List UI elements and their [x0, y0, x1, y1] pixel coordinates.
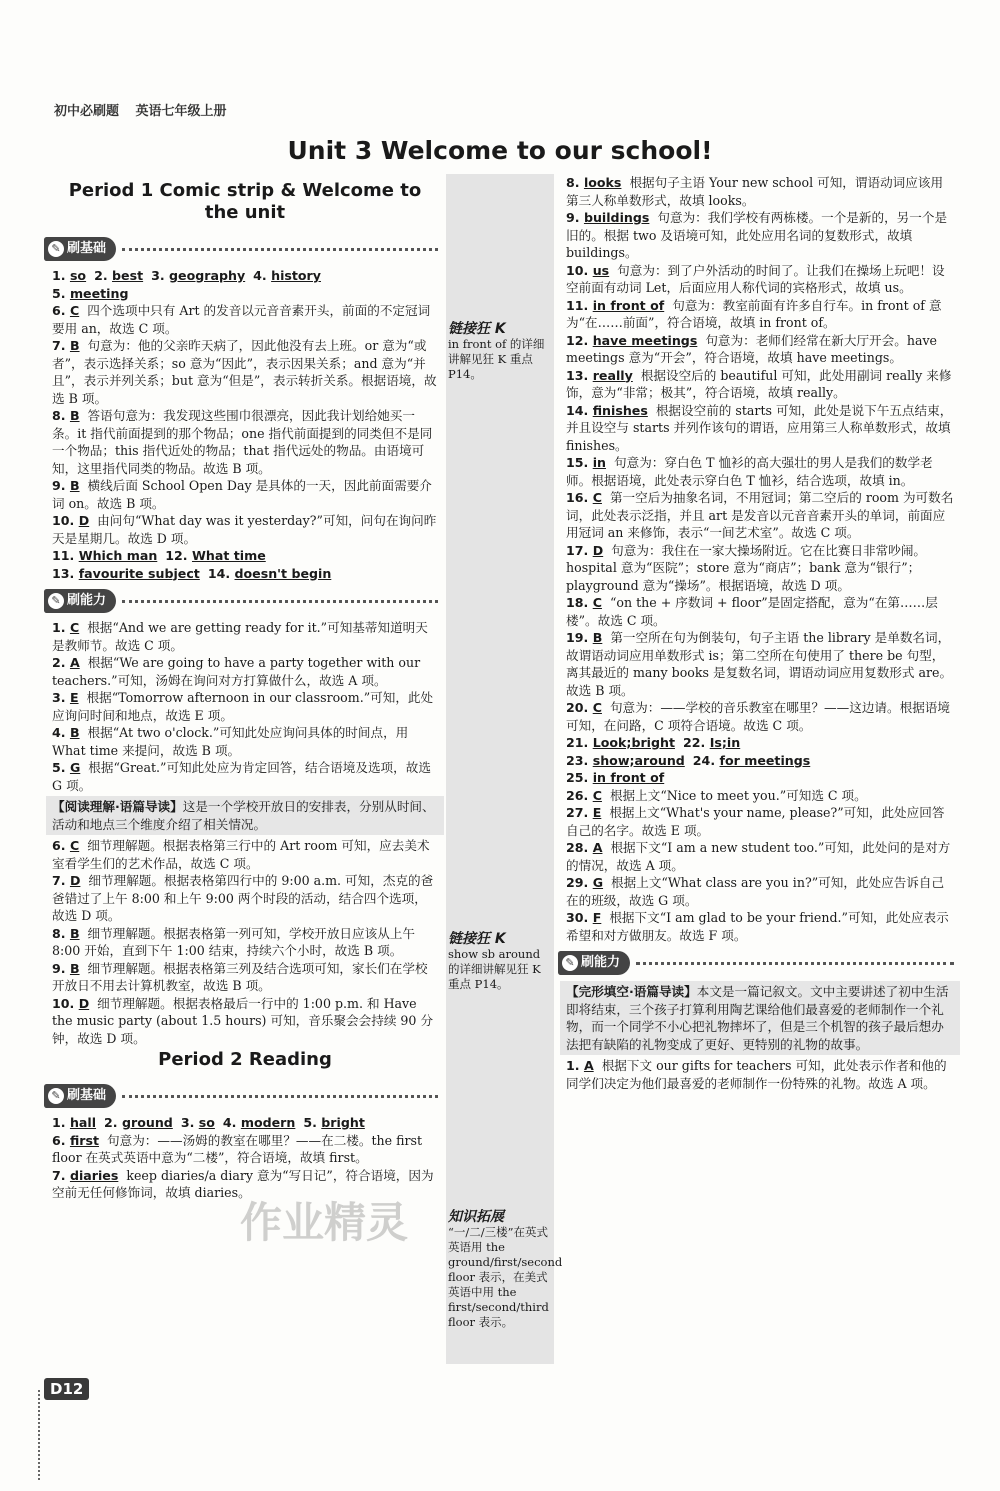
answer: looks — [583, 175, 622, 190]
explanation-text: 第一空所在句为倒装句，句子主语 the library 是单数名词，故谓语动词应用单数形式 is；第二空所在句使用了 there be 句型，离其最近的 many books 是复数名词，谓语动词应用复数形式 are。故选 B 项。 — [566, 630, 953, 698]
question-number: 2. — [104, 1115, 122, 1130]
question-number: 16. — [566, 490, 593, 505]
explanation-text: 句意为：他的父亲昨天病了，因此他没有去上班。or 意为“或者”，表示选择关系；so 意为“因此”，表示因果关系；and 意为“并且”，表示并列关系；but 意为“但是”，表示转折关系。根据语境，故选 B 项。 — [52, 338, 437, 406]
explanation-text: 根据“Great.”可知此处应为肯定回答，结合语境及选项，故选 G 项。 — [52, 760, 431, 793]
dotted-divider — [636, 962, 954, 965]
answer-row — [52, 547, 438, 565]
question-number: 8. — [566, 175, 584, 190]
explanation-item — [566, 839, 954, 874]
question-number: 10. — [566, 262, 593, 278]
answer: C — [592, 490, 602, 505]
question-number: 13. — [566, 367, 593, 383]
answer: What time — [191, 548, 266, 563]
question-number: 3. — [180, 1115, 199, 1130]
question-number: 1. — [52, 1115, 70, 1130]
explanation-text: 根据下文“I am a new student too.”可知，此处问的是对方的情况，故选 A 项。 — [566, 840, 951, 873]
explanation-item — [52, 1132, 438, 1167]
explanation-item — [52, 925, 438, 960]
answer: in front of — [592, 297, 665, 313]
answer: B — [69, 725, 80, 740]
answer-row — [52, 267, 438, 285]
answer: history — [271, 268, 321, 283]
pen-icon: ✎ — [48, 241, 64, 257]
answer: B — [69, 408, 80, 423]
question-number: 4. — [222, 1115, 241, 1130]
dotted-divider — [122, 248, 438, 251]
answer: C — [592, 595, 602, 610]
question-number: 9. — [52, 478, 70, 493]
explanation-text: 句意为：——学校的音乐教室在哪里？——这边请。根据语境可知，在问路，C 项符合语境。故选 C 项。 — [566, 700, 950, 733]
answer: in — [592, 455, 606, 470]
explanation-text: 横线后面 School Open Day 是具体的一天，因此前面需要介词 on。故选 B 项。 — [52, 478, 432, 511]
explanation-text: 根据上文“Nice to meet you.”可知选 C 项。 — [609, 787, 867, 803]
explanation-text: 句意为：穿白色 T 恤衫的高大强壮的男人是我们的数学老师。根据语境，此处表示穿白色 T 恤衫，结合选项，故填 in。 — [566, 455, 933, 488]
question-number: 1. — [566, 1058, 584, 1073]
explanation-item — [52, 995, 438, 1048]
explanation-item — [566, 787, 954, 805]
question-number: 11. — [566, 297, 593, 313]
explanation-item — [566, 1057, 954, 1092]
side-note-title: 知识拓展 — [448, 1209, 504, 1225]
page-header — [54, 100, 239, 119]
explanation-item — [566, 594, 954, 629]
side-note-text: in front of 的详细讲解见狂 K 重点 P14。 — [448, 337, 545, 381]
page-number: D12 — [44, 1378, 89, 1400]
question-number: 3. — [151, 268, 170, 283]
answer: C — [69, 838, 80, 853]
answer: doesn't begin — [234, 565, 332, 581]
period-title: Period 2 Reading — [158, 1049, 332, 1070]
answer: B — [69, 338, 80, 353]
answer: C — [592, 700, 602, 715]
question-number: 24. — [692, 752, 720, 768]
question-number: 7. — [52, 873, 70, 888]
explanation-text: 细节理解题。根据表格第四行中的 9:00 a.m. 可知，杰克的爸爸错过了上午 8:00 和上午 9:00 两个时段的活动，结合四个选项，故选 D 项。 — [52, 873, 434, 923]
section-header — [558, 948, 954, 978]
section-badge — [44, 237, 116, 261]
answer: favourite subject — [78, 565, 200, 581]
answer: for meetings — [719, 752, 811, 768]
guide-text: 这是一个学校开放日的安排表，分别从时间、活动和地点三个维度介绍了相关情况。 — [52, 799, 435, 832]
answer-row — [566, 769, 954, 787]
explanation-item — [52, 872, 438, 925]
answer: hall — [69, 1115, 97, 1130]
guide-tag: 【阅读理解·语篇导读】 — [52, 799, 183, 814]
question-number: 14. — [207, 565, 235, 581]
book-title: 初中必刷题 — [54, 104, 120, 119]
question-number: 2. — [94, 268, 113, 283]
side-note-link-show-around — [448, 932, 552, 992]
explanation-text: 根据“Tomorrow afternoon in our classroom.”可知，此处应询问时间和地点，故选 E 项。 — [52, 690, 434, 723]
dotted-divider — [122, 1095, 438, 1098]
question-number: 8. — [52, 925, 70, 941]
question-number: 9. — [566, 210, 584, 225]
explanation-text: 句意为：——汤姆的教室在哪里？——在二楼。the first floor 在英式英语中意为“二楼”，符合语境，故填 first。 — [52, 1132, 423, 1165]
pen-icon: ✎ — [48, 1088, 64, 1104]
answer: finishes — [592, 402, 648, 418]
answer: in front of — [592, 770, 665, 785]
answer: so — [69, 268, 87, 283]
answer: B — [69, 960, 80, 976]
explanation-text: “on the + 序数词 + floor”是固定搭配，意为“在第……层楼”。故选 C 项。 — [566, 595, 938, 628]
explanation-text: 根据设空前的 starts 可知，此处是说下午五点结束，并且设空与 starts 并列作该句的谓语，应用第三人称单数形式，故填 finishes。 — [566, 402, 953, 453]
answer: B — [592, 630, 603, 645]
explanation-item — [566, 804, 954, 839]
guide-text: 本文是一篇记叙文。文中主要讲述了初中生活即将结束，三个孩子打算利用陶艺课给他们最喜爱的老师制作一个礼物，而一个同学不小心把礼物摔坏了，但是三个机智的孩子最后想办法把有缺陷的礼物变成了更好、更特别的礼物的故事。 — [566, 984, 949, 1052]
question-number: 8. — [52, 408, 70, 423]
explanation-item — [566, 909, 954, 944]
side-note-link-in-front-of — [448, 322, 552, 382]
pen-icon: ✎ — [48, 593, 64, 609]
explanation-item — [566, 297, 954, 332]
explanation-text: 根据下文 our gifts for teachers 可知，此处表示作者和他的同学们决定为他们最喜爱的老师制作一份特殊的礼物。故选 A 项。 — [566, 1058, 947, 1091]
section-label: 刷能力 — [581, 955, 621, 971]
explanation-text: 第一空后为抽象名词，不用冠词；第二空后的 room 为可数名词，此处表示泛指，并且 art 是发音以元音音素开头的单词，前面应用冠词 an 来修饰，表示“一间艺术室”。故选 C 项。 — [566, 490, 954, 540]
explanation-item — [52, 960, 438, 995]
question-number: 21. — [566, 735, 593, 750]
question-number: 12. — [566, 332, 593, 348]
section-header — [44, 586, 438, 616]
answer: F — [592, 910, 602, 925]
answer: D — [69, 873, 81, 888]
answer-row — [52, 565, 438, 583]
question-number: 18. — [566, 595, 593, 610]
answer: C — [69, 620, 80, 635]
explanation-item — [566, 367, 954, 402]
side-note-text: “一/二/三楼”在英式英语用 the ground/first/second floor 表示，在美式英语中用 the first/second/third floor 表示。 — [448, 1225, 563, 1329]
question-number: 6. — [52, 1132, 70, 1148]
question-number: 13. — [52, 565, 79, 581]
question-number: 10. — [52, 513, 79, 528]
question-number: 4. — [253, 268, 272, 283]
explanation-item — [52, 654, 438, 689]
question-number: 6. — [52, 303, 70, 318]
answer: diaries — [69, 1167, 119, 1183]
question-number: 10. — [52, 995, 79, 1011]
answer: so — [198, 1115, 215, 1130]
explanation-text: 根据下文“I am glad to be your friend.”可知，此处应表示希望和对方做朋友。故选 F 项。 — [566, 910, 949, 943]
explanation-item — [52, 302, 438, 337]
explanation-text: 细节理解题。根据表格第一列可知，学校开放日应该从上午 8:00 开始，直到下午 1:00 结束，持续六个小时，故选 B 项。 — [52, 925, 415, 958]
question-number: 20. — [566, 700, 593, 715]
explanation-item — [52, 837, 438, 872]
explanation-item — [566, 402, 954, 455]
explanation-item — [52, 759, 438, 794]
explanation-item — [566, 489, 954, 542]
explanation-text: keep diaries/a diary 意为“写日记”，符合语境，因为空前无任何修饰词，故填 diaries。 — [52, 1167, 434, 1200]
question-number: 14. — [566, 402, 593, 418]
section-label: 刷基础 — [67, 241, 107, 257]
answer-row — [52, 285, 438, 303]
explanation-text: 句意为：我们学校有两栋楼。一个是新的，另一个是旧的。根据 two 及语境可知，此处应用名词的复数形式，故填 buildings。 — [566, 210, 948, 260]
explanation-item — [566, 629, 954, 699]
question-number: 29. — [566, 875, 593, 890]
explanation-item — [566, 332, 954, 367]
explanation-text: 细节理解题。根据表格最后一行中的 1:00 p.m. 和 Have the music party (about 1.5 hours) 可知，音乐聚会会持续 90 分钟，故选 D 项。 — [52, 995, 434, 1046]
explanation-item — [52, 337, 438, 407]
explanation-item — [52, 512, 438, 547]
pen-icon: ✎ — [562, 955, 578, 971]
question-number: 12. — [165, 548, 192, 563]
explanation-item — [566, 874, 954, 909]
answer: Which man — [78, 548, 158, 563]
page-edge-dots — [38, 1390, 40, 1480]
answer: G — [592, 875, 604, 890]
section-label: 刷能力 — [67, 593, 107, 609]
question-number: 4. — [52, 725, 70, 740]
question-number: 26. — [566, 787, 593, 803]
section-header — [44, 234, 438, 264]
answer: G — [69, 760, 81, 775]
explanation-item — [52, 724, 438, 759]
question-number: 23. — [566, 752, 593, 768]
answer: D — [78, 513, 90, 528]
side-note-title: 链接狂 K — [448, 931, 506, 947]
explanation-item — [566, 209, 954, 262]
answer: bright — [321, 1115, 365, 1130]
section-label: 刷基础 — [67, 1088, 107, 1104]
question-number: 27. — [566, 805, 593, 820]
answer: A — [69, 655, 80, 670]
question-number: 15. — [566, 455, 593, 470]
answer: C — [592, 787, 602, 803]
guide-tag: 【完形填空·语篇导读】 — [566, 984, 697, 999]
explanation-item — [52, 689, 438, 724]
answer: E — [592, 805, 602, 820]
answer: show;around — [592, 752, 685, 768]
unit-title: Unit 3 Welcome to our school! — [287, 136, 713, 165]
answer-row — [566, 752, 954, 770]
answer: ground — [121, 1115, 173, 1130]
question-number: 9. — [52, 960, 70, 976]
left-column — [52, 178, 438, 1202]
explanation-text: 句意为：教室前面有许多自行车。in front of 意为“在……前面”，符合语境，故填 in front of。 — [566, 297, 942, 330]
explanation-text: 细节理解题。根据表格第三列及结合选项可知，家长们在学校开放日不用去计算机教室，故选 B 项。 — [52, 960, 428, 993]
question-number: 28. — [566, 840, 593, 855]
answer: first — [69, 1132, 99, 1148]
explanation-text: 根据“We are going to have a party together with our teachers.”可知，汤姆在询问对方打算做什么，故选 A 项。 — [52, 655, 421, 688]
answer: modern — [240, 1115, 296, 1130]
section-badge — [44, 1084, 116, 1108]
passage-guide — [46, 796, 444, 835]
explanation-item — [52, 407, 438, 477]
period-title: Period 1 Comic strip & Welcome to the unit — [68, 180, 422, 223]
question-number: 6. — [52, 838, 70, 853]
section-badge — [558, 951, 630, 975]
answer: D — [592, 542, 604, 558]
answer: A — [583, 1058, 594, 1073]
answer: best — [112, 268, 144, 283]
answer: C — [69, 303, 80, 318]
answer: really — [592, 367, 633, 383]
explanation-item — [566, 262, 954, 297]
watermark: 作业精灵 — [240, 1198, 409, 1247]
question-number: 1. — [52, 620, 70, 635]
explanation-text: 根据句子主语 Your new school 可知，谓语动词应该用第三人称单数形式，故填 looks。 — [566, 175, 944, 208]
answer: meeting — [69, 285, 129, 301]
explanation-text: 根据上文“What's your name, please?”可知，此处应回答自己的名字。故选 E 项。 — [566, 805, 945, 838]
answer: geography — [169, 268, 246, 283]
explanation-text: 细节理解题。根据表格第三行中的 Art room 可知，应去美术室看学生们的艺术作品，故选 C 项。 — [52, 838, 430, 871]
passage-guide — [560, 981, 960, 1055]
explanation-text: 句意为：我住在一家大操场附近。它在比赛日非常吵闹。hospital 意为“医院”；store 意为“商店”；bank 意为“银行”；playground 意为“操场”。根据语境，故选 D 项。 — [566, 542, 927, 593]
answer: Is;in — [709, 735, 741, 750]
explanation-text: 句意为：老师们经常在新大厅开会。have meetings 意为“开会”，符合语境，故填 have meetings。 — [566, 332, 938, 365]
question-number: 30. — [566, 910, 593, 925]
explanation-item — [52, 619, 438, 654]
explanation-item — [566, 174, 954, 209]
question-number: 17. — [566, 542, 593, 558]
section-header — [44, 1081, 438, 1111]
answer: D — [78, 995, 90, 1011]
dotted-divider — [122, 600, 438, 603]
question-number: 7. — [52, 1167, 70, 1183]
answer: A — [592, 840, 603, 855]
answer: us — [592, 262, 610, 278]
answer: buildings — [583, 210, 650, 225]
explanation-text: 答语句意为：我发现这些围巾很漂亮，因此我计划给她买一条。it 指代前面提到的那个物品；one 指代前面提到的同类但不是同一个物品；this 指代近处的物品；that 指代远处的物品。由语境可知，这里指代同类的物品。故选 B 项。 — [52, 408, 433, 476]
explanation-text: 根据“At two o'clock.”可知此处应询问具体的时间点，用 What time 来提问，故选 B 项。 — [52, 725, 409, 758]
explanation-text: 四个选项中只有 Art 的发音以元音音素开头，前面的不定冠词要用 an，故选 C 项。 — [52, 303, 431, 336]
answer-row — [52, 1114, 438, 1132]
answer: have meetings — [592, 332, 698, 348]
question-number: 25. — [566, 770, 593, 785]
question-number: 19. — [566, 630, 593, 645]
right-column — [566, 174, 954, 1092]
explanation-item — [566, 454, 954, 489]
answer: E — [69, 690, 79, 705]
explanation-text: 由问句“What day was it yesterday?”可知，问句在询问昨天是星期几。故选 D 项。 — [52, 513, 437, 546]
explanation-item — [566, 542, 954, 595]
question-number: 7. — [52, 338, 70, 353]
explanation-text: 根据“And we are getting ready for it.”可知基蒂知道明天是教师节。故选 C 项。 — [52, 620, 428, 653]
question-number: 1. — [52, 268, 70, 283]
answer: Look;bright — [592, 735, 675, 750]
question-number: 3. — [52, 690, 70, 705]
question-number: 11. — [52, 548, 79, 563]
answer: B — [69, 478, 80, 493]
explanation-item — [52, 477, 438, 512]
explanation-text: 根据设空后的 beautiful 可知，此处用副词 really 来修饰，意为“非常；极其”，符合语境，故填 really。 — [566, 367, 952, 400]
section-badge — [44, 589, 116, 613]
question-number: 5. — [303, 1115, 322, 1130]
answer: B — [69, 925, 80, 941]
explanation-text: 句意为：到了户外活动的时间了。让我们在操场上玩吧！设空前面有动词 Let，后面应用人称代词的宾格形式，故填 us。 — [566, 262, 945, 295]
question-number: 5. — [52, 285, 70, 301]
answer-row — [566, 734, 954, 752]
side-note-title: 链接狂 K — [448, 321, 506, 337]
question-number: 2. — [52, 655, 70, 670]
question-number: 22. — [683, 735, 710, 750]
explanation-item — [566, 699, 954, 734]
subject-title: 英语七年级上册 — [135, 104, 227, 119]
side-note-text: show sb around 的详细讲解见狂 K 重点 P14。 — [448, 947, 541, 991]
explanation-text: 根据上文“What class are you in?”可知，此处应告诉自己在的班级，故选 G 项。 — [566, 875, 945, 908]
side-note-knowledge-floor — [448, 1209, 563, 1330]
question-number: 5. — [52, 760, 70, 775]
